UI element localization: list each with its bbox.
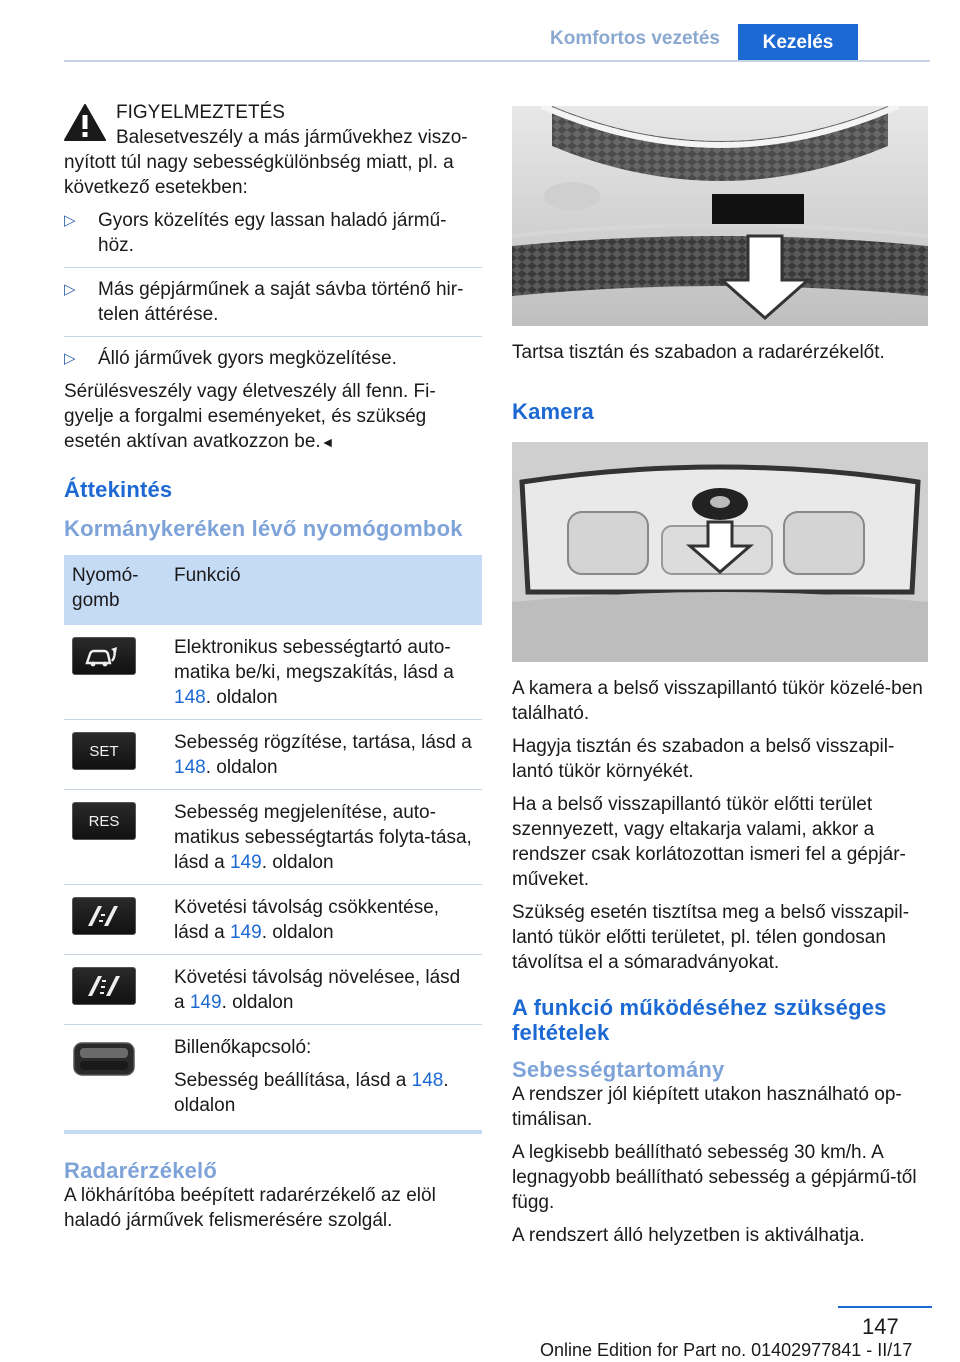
- page-link[interactable]: 149: [229, 852, 262, 873]
- list-item-text: Álló járművek gyors megközelítése.: [98, 348, 397, 369]
- table-header-function: Funkció: [166, 555, 482, 625]
- row-title: Billenőkapcsoló:: [174, 1037, 312, 1058]
- row-suffix: . oldalon: [221, 992, 294, 1013]
- table-row: [64, 790, 482, 885]
- warning-list: [64, 208, 482, 371]
- buttons-table: [64, 555, 482, 1134]
- distance-decrease-icon: [72, 897, 136, 935]
- radar-photo-caption: Tartsa tisztán és szabadon a radarérzékelőt.: [512, 342, 885, 363]
- footer-edition: Online Edition for Part no. 01402977841 - II/17: [540, 1340, 913, 1360]
- warning-block: [64, 100, 482, 150]
- row-suffix: . oldalon: [261, 852, 334, 873]
- row-text: Elektronikus sebességtartó auto-matika be/ki, megszakítás, lásd a: [174, 637, 454, 683]
- camera-p2: Hagyja tisztán és szabadon a belső visszapil-lantó tükör környékét.: [512, 736, 895, 782]
- radar-sensor-photo: [512, 106, 928, 326]
- list-item-text: Gyors közelítés egy lassan haladó jármű-höz.: [98, 210, 447, 256]
- page-link[interactable]: 149: [229, 922, 262, 943]
- cruise-control-icon: [72, 637, 136, 675]
- bullet-triangle-icon: ▷: [64, 281, 76, 298]
- table-row: [64, 720, 482, 790]
- camera-p1: A kamera a belső visszapillantó tükör közelé-ben található.: [512, 678, 923, 724]
- page-number: 147: [862, 1314, 899, 1339]
- row-text: Sebesség rögzítése, tartása, lásd a: [174, 732, 472, 753]
- list-item: [64, 277, 482, 337]
- list-item: [64, 346, 482, 371]
- page-link[interactable]: 149: [189, 992, 222, 1013]
- page-link[interactable]: 148: [174, 687, 206, 708]
- distance-increase-icon: [72, 967, 136, 1005]
- table-header-row: [64, 555, 482, 625]
- set-label: SET: [89, 742, 119, 760]
- page-link[interactable]: 148: [174, 757, 206, 778]
- camera-heading: Kamera: [512, 399, 594, 424]
- row-text: Követési távolság csökkentése, lásd a: [174, 897, 440, 943]
- header-rule: [64, 60, 930, 62]
- page-link[interactable]: 148: [411, 1070, 444, 1091]
- header-section-title: Komfortos vezetés: [550, 28, 720, 49]
- bullet-triangle-icon: ▷: [64, 350, 76, 367]
- row-text: Sebesség megjelenítése, auto-matikus sebességtartás folyta-tása, lásd a: [174, 802, 472, 873]
- row-suffix: . oldalon: [205, 757, 278, 778]
- speed-range-heading: Sebességtartomány: [512, 1057, 725, 1082]
- warning-title: FIGYELMEZTETÉS: [116, 102, 285, 123]
- table-row: [64, 625, 482, 720]
- rocker-switch-icon: [72, 1039, 136, 1079]
- list-item-text: Más gépjárműnek a saját sávba történő hir-telen áttérése.: [98, 279, 464, 325]
- warning-closing-text: Sérülésveszély vagy életveszély áll fenn. Fi-gyelje a forgalmi eseményeket, és szükség esetén aktívan avatkozzon be.: [64, 381, 436, 452]
- table-row: [64, 1025, 482, 1133]
- row-suffix: . oldalon: [261, 922, 334, 943]
- row-suffix: . oldalon: [205, 687, 278, 708]
- warning-body: nyított túl nagy sebességkülönbség miatt, pl. a következő esetekben:: [64, 152, 454, 198]
- header-chapter-tab[interactable]: Kezelés: [738, 24, 858, 62]
- row-text: Sebesség beállítása, lásd a: [174, 1070, 412, 1091]
- warning-triangle-icon: [64, 104, 106, 142]
- camera-p3: Ha a belső visszapillantó tükör előtti terület szennyezett, vagy eltakarja valami, akkor a rendszer csak korlátozottan ismeri fel a gépjár-műveket.: [512, 794, 906, 890]
- right-column: [512, 106, 928, 1256]
- footer-rule: [838, 1306, 932, 1308]
- buttons-subheading: Kormánykeréken lévő nyomógombok: [64, 516, 463, 541]
- left-column: [64, 100, 482, 1241]
- requirements-heading: A funkció működéséhez szükséges feltételek: [512, 995, 887, 1045]
- end-mark-icon: ◄: [320, 434, 335, 450]
- overview-heading: Áttekintés: [64, 477, 173, 502]
- table-row: [64, 885, 482, 955]
- row-text: Követési távolság növelésee, lásd a: [174, 967, 461, 1013]
- warning-closing: [64, 379, 482, 455]
- requirements-p1: A rendszer jól kiépített utakon használható op-timálisan.: [512, 1084, 902, 1130]
- requirements-p3: A rendszert álló helyzetben is aktiválhatja.: [512, 1225, 865, 1246]
- page-header: [0, 0, 960, 62]
- warning-line1: Balesetveszély a más járművekhez viszo-: [116, 127, 468, 148]
- row-suffix: . oldalon: [174, 1070, 449, 1116]
- camera-p4: Szükség esetén tisztítsa meg a belső visszapil-lantó tükör előtti területet, pl. télen gondosan távolítsa el a sómaradványokat.: [512, 902, 910, 973]
- res-label: RES: [88, 812, 120, 830]
- requirements-p2: A legkisebb beállítható sebesség 30 km/h. A legnagyobb beállítható sebesség a gépjármű-től függ.: [512, 1142, 917, 1213]
- bullet-triangle-icon: ▷: [64, 212, 76, 229]
- radar-heading: Radarérzékelő: [64, 1158, 218, 1183]
- camera-photo: [512, 442, 928, 662]
- table-row: [64, 955, 482, 1025]
- list-item: [64, 208, 482, 268]
- set-button-icon: [72, 732, 136, 770]
- radar-body: A lökhárítóba beépített radarérzékelő az elöl haladó járművek felismerésére szolgál.: [64, 1185, 436, 1231]
- res-button-icon: [72, 802, 136, 840]
- table-header-button: Nyomó-gomb: [64, 555, 166, 625]
